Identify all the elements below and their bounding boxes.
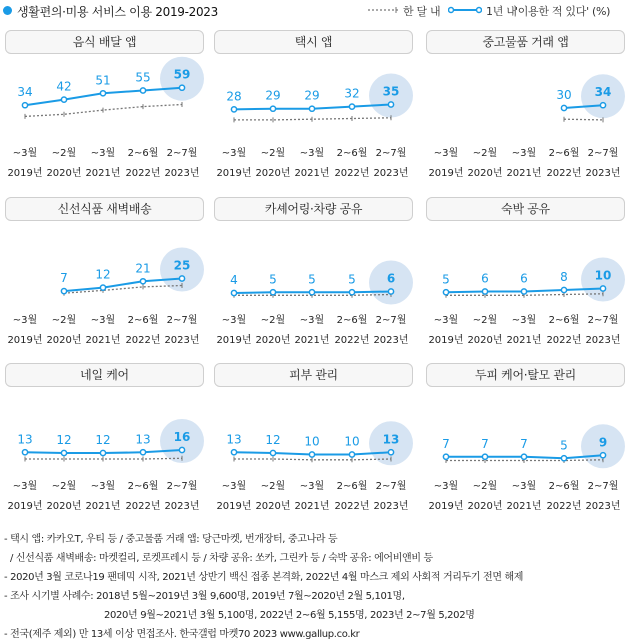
tick-label: 2022년 [125,501,161,512]
tick-label: 2022년 [546,335,582,346]
tick-label: 2019년 [428,501,464,512]
data-label: 35 [382,84,400,99]
data-label: 13 [135,432,151,447]
tick-label: ~3월 [12,148,38,159]
data-label: 5 [560,438,568,453]
footnote-line: - 조사 시기별 사례수: 2018년 5월~2019년 3월 9,600명, 2019년 7월~2020년 2월 5,101명, [4,591,405,602]
point-yearly [231,450,236,455]
tick-label: 2021년 [294,335,330,346]
data-label: 10 [304,434,320,449]
tick-label: ~3월 [90,315,116,326]
tick-label: 2023년 [373,501,409,512]
tick-label: 2~6월 [336,148,368,159]
tick-label: ~2월 [51,315,77,326]
tick-label: 2020년 [255,168,291,179]
data-label: 7 [481,436,489,451]
panel-title: 택시 앱 [214,30,413,54]
data-label: 21 [135,261,151,276]
panel-chart [214,363,413,523]
footnote-line: 2020년 9월~2021년 3월 5,100명, 2022년 2~6월 5,155명, 2023년 2~7월 5,202명 [104,610,475,621]
panel-plot [214,30,413,190]
tick-label: 2019년 [216,168,252,179]
tick-label: ~3월 [433,148,459,159]
panel-chart [426,30,625,190]
point-yearly [61,450,66,455]
tick-label: 2~6월 [336,315,368,326]
series-line-yearly [64,279,182,292]
data-label: 4 [230,273,238,287]
tick-label: 2023년 [164,501,200,512]
tick-label: 2021년 [294,168,330,179]
tick-label: 2~6월 [127,148,159,159]
point-yearly [349,452,354,457]
data-label: 7 [60,271,68,286]
tick-label: 2~7월 [375,481,407,492]
panel-plot [426,197,625,357]
data-label: 12 [56,433,72,447]
data-label: 32 [344,86,360,101]
data-label: 5 [348,272,356,287]
data-label: 9 [598,435,608,450]
point-yearly [231,107,236,112]
tick-label: ~3월 [511,148,537,159]
tick-label: ~3월 [12,315,38,326]
tick-label: ~2월 [472,148,498,159]
point-yearly [140,450,145,455]
tick-label: 2~6월 [548,315,580,326]
tick-label: 2019년 [216,501,252,512]
point-yearly [270,290,275,295]
point-yearly [561,105,566,110]
tick-label: 2023년 [164,168,200,179]
panel-plot [5,363,204,523]
tick-label: 2020년 [46,335,82,346]
panel-plot [426,30,625,190]
tick-label: 2022년 [546,168,582,179]
data-label: 6 [386,271,396,286]
tick-label: 2023년 [585,335,621,346]
point-yearly [22,103,27,108]
data-label: 13 [17,432,33,447]
tick-label: 2022년 [546,501,582,512]
tick-label: ~3월 [299,315,325,326]
tick-label: ~2월 [51,481,77,492]
tick-label: 2022년 [125,168,161,179]
panel-chart [5,363,204,523]
point-yearly [61,289,66,294]
tick-label: 2023년 [373,168,409,179]
data-label: 13 [382,432,400,447]
point-yearly [179,447,184,452]
data-label: 5 [308,272,316,287]
data-label: 28 [226,89,242,104]
data-label: 51 [95,73,111,88]
point-yearly [270,106,275,111]
point-yearly [100,91,105,96]
tick-label: 2023년 [585,501,621,512]
tick-label: 2~7월 [587,481,619,492]
panel-plot [5,30,204,190]
tick-label: ~3월 [511,481,537,492]
tick-label: 2~6월 [127,481,159,492]
point-yearly [309,106,314,111]
legend-suffix: '이용한 적 있다' (%) [515,5,611,18]
tick-label: ~3월 [221,481,247,492]
tick-label: 2~7월 [166,315,198,326]
tick-label: ~2월 [260,481,286,492]
tick-label: ~3월 [511,315,537,326]
point-yearly [388,450,393,455]
tick-label: 2020년 [467,335,503,346]
tick-label: 2020년 [255,335,291,346]
panel-chart [5,30,204,190]
panel-title: 숙박 공유 [426,197,625,221]
tick-label: 2019년 [428,168,464,179]
point-yearly [140,279,145,284]
panel-title: 두피 케어·탈모 관리 [426,363,625,387]
tick-label: 2019년 [7,335,43,346]
tick-label: 2019년 [216,335,252,346]
tick-label: 2~7월 [166,481,198,492]
tick-label: 2021년 [85,335,121,346]
tick-label: 2~6월 [127,315,159,326]
data-label: 6 [481,271,489,286]
panel-title: 신선식품 새벽배송 [5,197,204,221]
point-yearly [61,97,66,102]
tick-label: 2021년 [506,168,542,179]
series-line-monthly [564,119,603,120]
point-yearly [600,453,605,458]
footnote-line: - 택시 앱: 카카오T, 우티 등 / 중고물품 거래 앱: 당근마켓, 번개장터, 중고나라 등 [4,534,338,545]
panel-plot [426,363,625,523]
panel-plot [214,363,413,523]
tick-label: ~3월 [299,481,325,492]
data-label: 30 [556,88,572,102]
data-label: 7 [520,436,528,451]
footnote-line: - 전국(제주 제외) 만 13세 이상 면접조사. 한국갤럽 마켓70 2023 www.gallup.co.kr [4,629,360,640]
footnote-line: - 2020년 3월 코로나19 팬데믹 시작, 2021년 상반기 백신 접종 본격화, 2022년 4월 마스크 제외 사회적 거리두기 전면 해제 [4,572,524,583]
tick-label: 2~6월 [548,148,580,159]
tick-label: 2~7월 [587,315,619,326]
point-yearly [561,456,566,461]
point-yearly [309,290,314,295]
panel-chart [214,30,413,190]
tick-label: ~2월 [472,481,498,492]
tick-label: 2021년 [506,335,542,346]
panel-chart [5,197,204,357]
tick-label: 2~7월 [587,148,619,159]
panel-chart [214,197,413,357]
data-label: 29 [304,88,320,103]
tick-label: 2019년 [7,501,43,512]
tick-label: 2~7월 [166,148,198,159]
tick-label: 2~7월 [375,315,407,326]
point-yearly [22,450,27,455]
panel-plot [214,197,413,357]
tick-label: 2021년 [85,168,121,179]
point-yearly [600,103,605,108]
tick-label: 2020년 [467,501,503,512]
tick-label: 2020년 [255,501,291,512]
data-label: 5 [269,272,277,287]
data-label: 42 [56,79,72,94]
data-label: 12 [95,267,111,282]
tick-label: ~3월 [433,315,459,326]
data-label: 25 [173,258,191,273]
panel-title: 피부 관리 [214,363,413,387]
tick-label: 2022년 [334,168,370,179]
tick-label: ~3월 [12,481,38,492]
tick-label: 2~6월 [548,481,580,492]
panel-chart [426,197,625,357]
data-label: 5 [442,272,450,287]
legend-solid-label: 1년 내 [486,5,517,18]
data-label: 6 [520,271,528,286]
panel-plot [5,197,204,357]
point-yearly [179,276,184,281]
point-yearly [100,285,105,290]
tick-label: ~3월 [221,148,247,159]
data-label: 34 [594,85,612,100]
point-yearly [349,104,354,109]
point-yearly [179,85,184,90]
point-yearly [443,290,448,295]
tick-label: 2023년 [164,335,200,346]
point-yearly [482,289,487,294]
tick-label: 2~7월 [375,148,407,159]
data-label: 10 [344,434,360,449]
panel-title: 음식 배달 앱 [5,30,204,54]
data-label: 12 [95,433,111,447]
point-yearly [521,454,526,459]
tick-label: ~3월 [433,481,459,492]
tick-label: ~2월 [472,315,498,326]
tick-label: 2021년 [506,501,542,512]
tick-label: 2022년 [125,335,161,346]
tick-label: ~3월 [221,315,247,326]
tick-label: 2021년 [294,501,330,512]
tick-label: 2019년 [7,168,43,179]
data-label: 13 [226,432,242,447]
tick-label: ~2월 [260,148,286,159]
point-yearly [561,287,566,292]
data-label: 55 [135,70,151,85]
data-label: 34 [17,85,33,100]
tick-label: 2021년 [85,501,121,512]
tick-label: 2023년 [585,168,621,179]
tick-label: 2023년 [373,335,409,346]
tick-label: ~2월 [51,148,77,159]
tick-label: 2022년 [334,335,370,346]
data-label: 12 [265,433,281,447]
tick-label: 2022년 [334,501,370,512]
tick-label: ~3월 [90,481,116,492]
page-title: 생활편의·미용 서비스 이용 2019-2023 [17,5,218,19]
point-yearly [388,102,393,107]
point-yearly [388,289,393,294]
data-label: 59 [173,67,191,82]
point-yearly [309,452,314,457]
point-yearly [443,454,448,459]
point-yearly [521,289,526,294]
tick-label: 2~6월 [336,481,368,492]
data-label: 29 [265,88,281,103]
panel-title: 네일 케어 [5,363,204,387]
tick-label: ~3월 [90,148,116,159]
legend-dotted-label: 한 달 내 [403,5,441,18]
point-yearly [140,88,145,93]
data-label: 10 [594,268,612,283]
footnote-line: / 신선식품 새벽배송: 마켓컬리, 로켓프레시 등 / 차량 공유: 쏘카, 그린카 등 / 숙박 공유: 에어비앤비 등 [10,553,433,564]
tick-label: 2020년 [46,168,82,179]
data-label: 8 [560,270,568,284]
point-yearly [231,290,236,295]
panel-title: 중고물품 거래 앱 [426,30,625,54]
point-yearly [270,450,275,455]
panel-title: 카셰어링·차량 공유 [214,197,413,221]
tick-label: ~2월 [260,315,286,326]
point-yearly [100,450,105,455]
panel-chart [426,363,625,523]
data-label: 16 [173,430,191,444]
point-yearly [482,454,487,459]
tick-label: 2020년 [467,168,503,179]
tick-label: 2020년 [46,501,82,512]
tick-label: ~3월 [299,148,325,159]
point-yearly [600,286,605,291]
point-yearly [349,290,354,295]
data-label: 7 [442,436,450,451]
tick-label: 2019년 [428,335,464,346]
